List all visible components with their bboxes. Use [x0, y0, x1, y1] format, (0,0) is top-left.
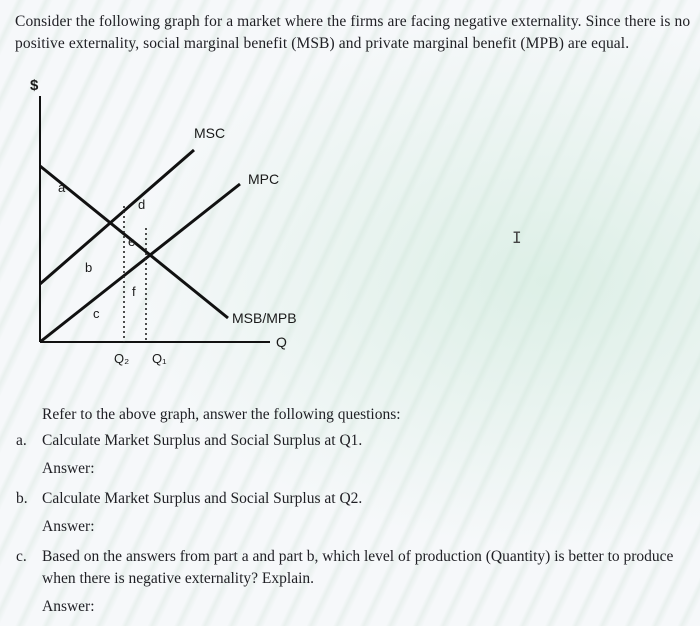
intro-paragraph: [15, 11, 695, 55]
answer-label: Answer:: [42, 518, 95, 535]
question-letter: b.: [16, 490, 28, 507]
x-axis-label: Q: [276, 334, 287, 350]
externality-diagram: [0, 66, 340, 376]
question-b: [16, 488, 686, 538]
msb-mpb-label: MSB/MPB: [232, 310, 297, 326]
q1-label: Q₁: [152, 351, 167, 366]
answer-label: Answer:: [42, 598, 95, 615]
questions-intro: Refer to the above graph, answer the following questions:: [42, 406, 401, 423]
question-a: [16, 430, 686, 480]
area-e-label: e: [128, 234, 136, 249]
area-c-label: c: [93, 306, 100, 321]
questions-section: [16, 404, 686, 626]
area-f-label: f: [132, 284, 136, 299]
msc-curve: [40, 150, 194, 284]
question-text: Calculate Market Surplus and Social Surplus at Q1.: [42, 432, 363, 449]
question-c: [16, 546, 686, 618]
area-a-label: a: [58, 180, 66, 195]
intro-text: Consider the following graph for a market where the firms are facing negative externality. Since there is no positive externality, social marginal benefit (MSB) and private marginal benefit (MPB) are equal.: [15, 13, 691, 52]
question-letter: a.: [16, 432, 27, 449]
text-cursor-icon: I: [512, 228, 522, 247]
diagram-svg: [0, 66, 340, 376]
y-axis-label: $: [30, 77, 39, 94]
msc-label: MSC: [194, 125, 226, 141]
question-text: Based on the answers from part a and part b, which level of production (Quantity) is better to produce when there is negative externality? Explain.: [42, 548, 674, 587]
area-d-label: d: [138, 197, 146, 212]
area-b-label: b: [85, 260, 93, 275]
answer-label: Answer:: [42, 460, 95, 477]
q2-label: Q₂: [114, 351, 130, 366]
question-text: Calculate Market Surplus and Social Surplus at Q2.: [42, 490, 363, 507]
mpc-label: MPC: [248, 171, 280, 187]
question-letter: c.: [16, 548, 27, 565]
